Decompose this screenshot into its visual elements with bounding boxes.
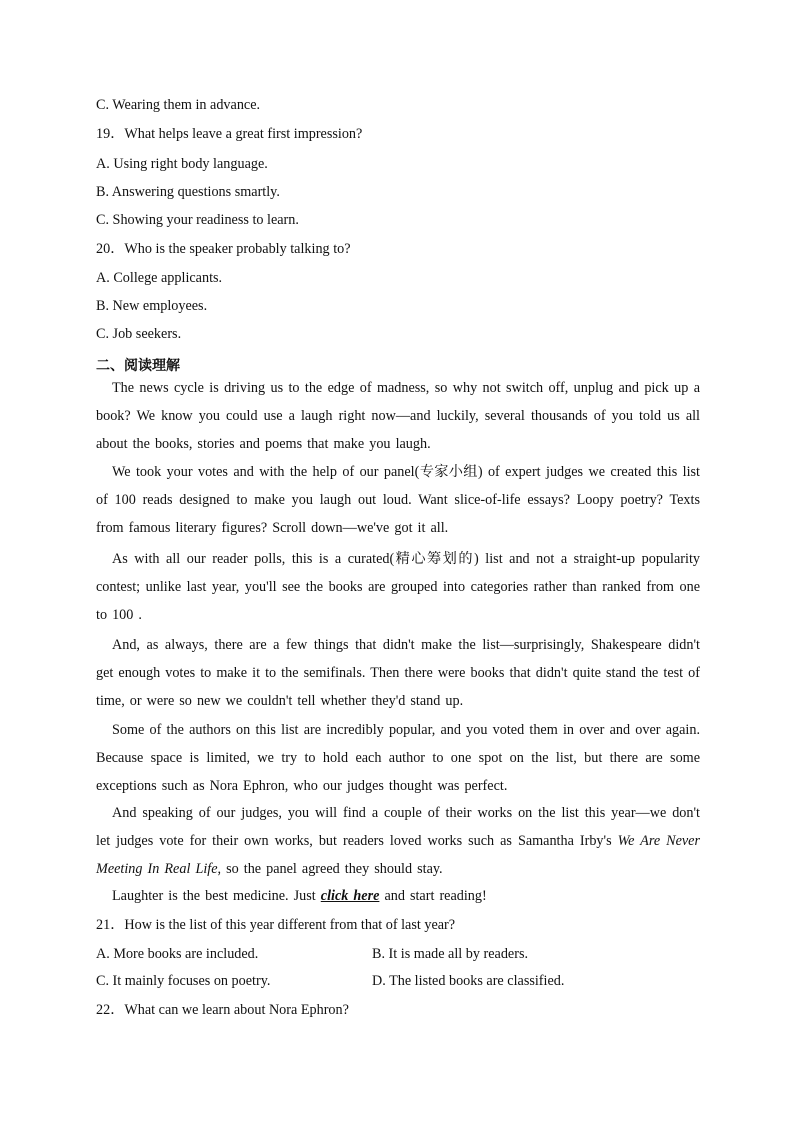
q20-option-b: B. New employees. [96,298,208,314]
q21-option-c: C. It mainly focuses on poetry. [96,973,271,989]
q21-option-b: B. It is made all by readers. [372,946,529,962]
q21-options-row-2 [96,971,700,991]
q21-option-d: D. The listed books are classified. [372,973,565,989]
q20-stem: 20．Who is the speaker probably talking to? [96,241,351,257]
p7-text-end: and start reading! [379,888,487,904]
p6-text-end: , so the panel agreed they should stay. [217,860,443,877]
p6-text-start: And speaking of our judges, you will find a couple of their works on the list this year—we don't let judges vote for their own works, but readers loved works such as Samantha Irby's [96,805,700,849]
passage-paragraph-3: As with all our reader polls, this is a curated(精心筹划的) list and not a straight-up popularity contest; unlike last year, you'll see the books are grouped into categories rather than ranked from one to 100 . [96,551,700,623]
book-title: We Are Never Meeting In Real Life [96,832,700,877]
passage-paragraph-1: The news cycle is driving us to the edge of madness, so why not switch off, unplug and pick up a book? We know you could use a laugh right now—and luckily, several thousands of you told us all about the books, stories and poems that make you laugh. [96,380,700,452]
q22-stem: 22．What can we learn about Nora Ephron? [96,1002,349,1018]
q19-option-b: B. Answering questions smartly. [96,184,280,200]
passage-paragraph-2: We took your votes and with the help of our panel(专家小组) of expert judges we created this list of 100 reads designed to make you laugh out loud. Want slice-of-life essays? Loopy poetry? Texts from famous literary figures? Scroll down—we've got it all. [96,464,700,536]
q20-option-c: C. Job seekers. [96,326,182,342]
passage-paragraph-6 [96,800,700,883]
q21-options-row-1 [96,944,700,964]
q21-stem: 21．How is the list of this year different from that of last year? [96,917,456,933]
passage-paragraph-4: And, as always, there are a few things that didn't make the list—surprisingly, Shakespeare didn't get enough votes to make it to the semifinals. Then there were books that didn't quite stand the test of time, or were so new we couldn't tell whether they'd stand up. [96,637,700,709]
p7-text-start: Laughter is the best medicine. Just [112,888,321,904]
q20-option-a: A. College applicants. [96,270,223,286]
click-here-link[interactable]: click here [320,888,380,904]
q21-option-a: A. More books are included. [96,946,259,962]
passage-paragraph-5: Some of the authors on this list are incredibly popular, and you voted them in over and over again. Because space is limited, we try to hold each author to one spot on the list, but there are some exceptions such as Nora Ephron, who our judges thought was perfect. [96,722,700,794]
section-heading-reading: 二、阅读理解 [96,358,180,374]
passage-paragraph-7 [96,883,700,911]
q19-stem: 19．What helps leave a great first impression? [96,126,363,142]
q18-option-c: C. Wearing them in advance. [96,97,261,113]
q19-option-c: C. Showing your readiness to learn. [96,212,299,228]
q19-option-a: A. Using right body language. [96,156,268,172]
